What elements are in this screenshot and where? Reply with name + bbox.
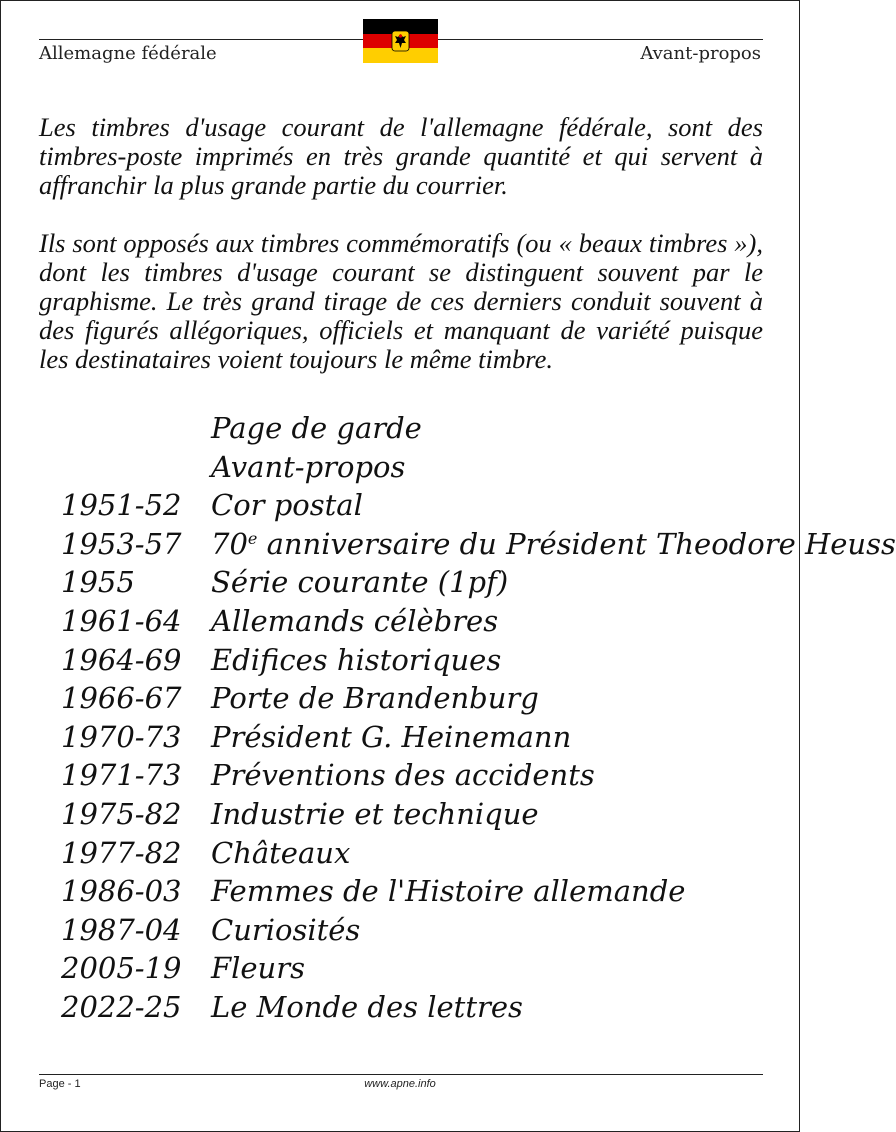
toc-year: 1975-82 <box>61 796 182 831</box>
toc-item[interactable] <box>61 834 781 873</box>
toc-year: 2022-25 <box>61 989 182 1024</box>
toc-year: 1961-64 <box>61 603 182 638</box>
toc-item[interactable] <box>61 872 781 911</box>
toc-title: Industrie et technique <box>211 796 539 831</box>
toc-title: Cor postal <box>211 488 363 523</box>
toc-title: Allemands célèbres <box>211 603 499 638</box>
toc-title: Curiosités <box>211 912 361 947</box>
toc-item[interactable] <box>61 911 781 950</box>
toc-item[interactable] <box>61 525 896 564</box>
toc-year: 2005-19 <box>61 951 182 986</box>
toc-year: 1987-04 <box>61 912 182 947</box>
toc-year: 1953-57 <box>61 526 182 561</box>
toc-item[interactable] <box>61 949 781 988</box>
toc-title-prefix: 70 <box>211 526 248 561</box>
toc-title: Fleurs <box>211 951 305 986</box>
toc-item[interactable] <box>61 795 781 834</box>
toc-item[interactable] <box>61 756 781 795</box>
table-of-contents <box>61 409 896 1027</box>
intro-paragraph-2: Ils sont opposés aux timbres commémoratifs (ou « beaux timbres »), dont les timbres d'usage courant se distinguent souvent par le graphisme. Le très grand tirage de ces derniers conduit souvent à des figurés allégoriques, officiels et manquant de variété puisque les destinataires voient toujours le même timbre. <box>39 228 763 374</box>
toc-title <box>211 525 896 564</box>
page-number: Page - 1 <box>39 1078 81 1090</box>
toc-year: 1970-73 <box>61 719 182 754</box>
toc-year: 1986-03 <box>61 874 182 909</box>
toc-year: 1966-67 <box>61 681 182 716</box>
toc-year: 1951-52 <box>61 488 182 523</box>
footer-rule <box>39 1074 763 1075</box>
toc-year: 1971-73 <box>61 758 182 793</box>
header-rule-left <box>39 39 363 40</box>
toc-title: Page de garde <box>211 411 422 445</box>
toc-year: 1964-69 <box>61 642 182 677</box>
toc-item[interactable] <box>61 988 781 1027</box>
toc-item[interactable] <box>61 679 781 718</box>
toc-title: Porte de Brandenburg <box>211 681 539 716</box>
toc-title: Le Monde des lettres <box>211 989 523 1024</box>
header-title-left: Allemagne fédérale <box>39 43 217 64</box>
toc-item[interactable] <box>61 486 781 525</box>
header-rule-right <box>438 39 763 40</box>
toc-title: Avant-propos <box>211 449 406 484</box>
toc-title-sup: e <box>247 528 258 548</box>
toc-item[interactable] <box>61 563 781 602</box>
intro-paragraph-1: Les timbres d'usage courant de l'allemagne fédérale, sont des timbres-poste imprimés en très grande quantité et qui servent à affranchir la plus grande partie du courrier. <box>39 112 763 200</box>
toc-title: Préventions des accidents <box>211 758 595 793</box>
toc-title: Châteaux <box>211 835 351 870</box>
toc-item[interactable] <box>61 641 781 680</box>
toc-title: Edifices historiques <box>211 642 502 677</box>
toc-title: Président G. Heinemann <box>211 719 572 754</box>
toc-item[interactable] <box>61 448 781 487</box>
eagle-icon <box>390 27 411 55</box>
intro-text <box>39 113 763 403</box>
toc-item[interactable] <box>61 602 781 641</box>
toc-title: Femmes de l'Histoire allemande <box>211 874 686 909</box>
toc-title-rest: anniversaire du Président Theodore Heuss <box>257 526 896 561</box>
toc-title: Série courante (1pf) <box>211 565 509 600</box>
toc-item[interactable] <box>61 718 781 757</box>
toc-item[interactable] <box>61 409 781 448</box>
german-flag-icon <box>363 19 438 63</box>
site-link[interactable]: www.apne.info <box>364 1078 436 1090</box>
header-title-right: Avant-propos <box>640 43 761 64</box>
toc-year: 1977-82 <box>61 835 182 870</box>
toc-year: 1955 <box>61 565 135 600</box>
